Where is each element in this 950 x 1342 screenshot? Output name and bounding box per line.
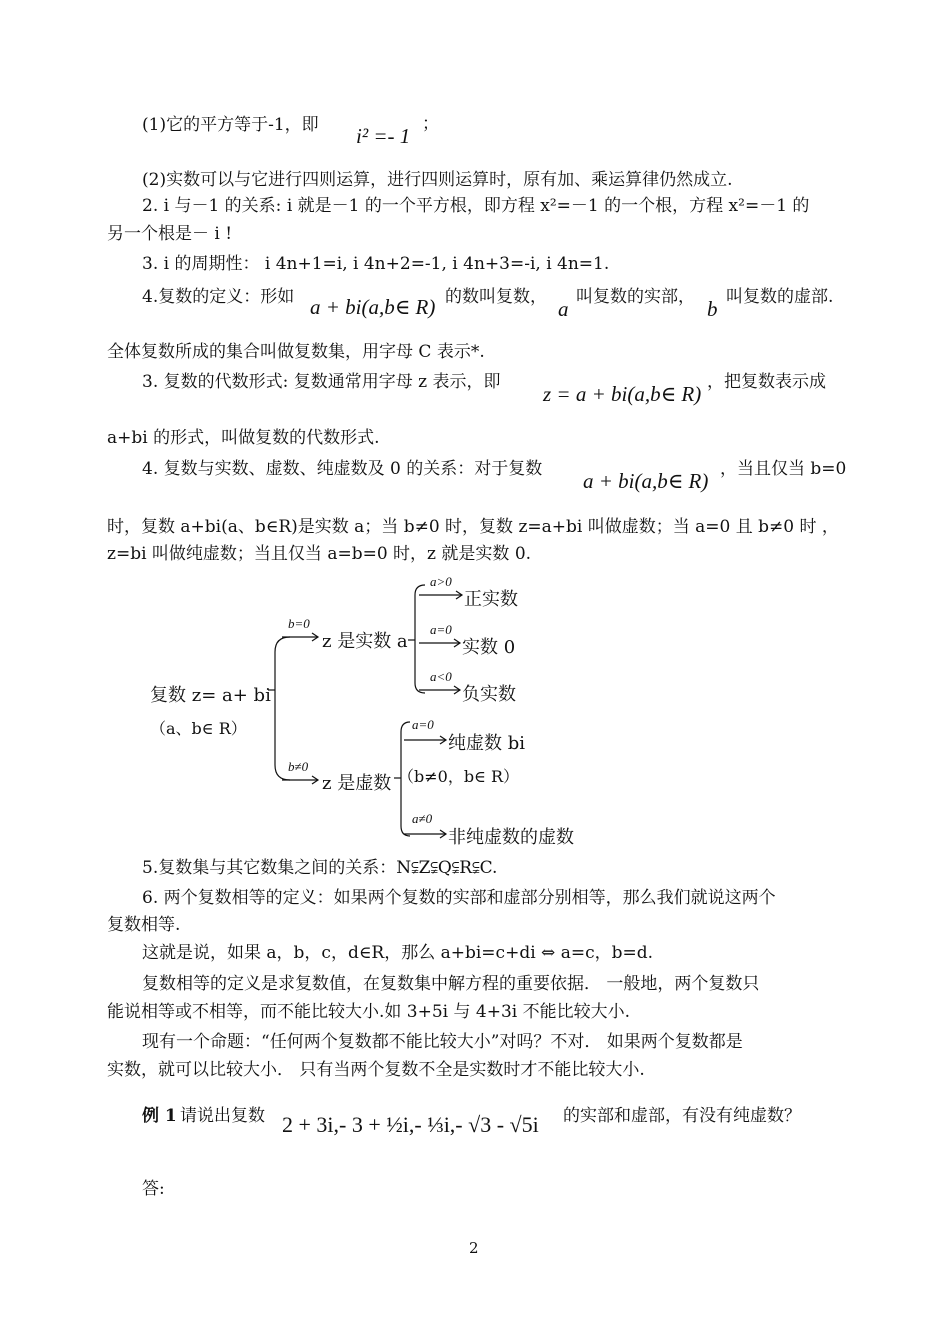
punct: ；: [422, 114, 439, 134]
tree-pure: 纯虚数 bi: [448, 733, 526, 754]
tree-positive: 正实数: [464, 589, 518, 610]
line-3: 2. i 与－1 的关系: i 就是－1 的一个平方根，即方程 x²=－1 的一个根，方程 x²=－1 的: [142, 196, 810, 216]
line-17: 复数相等的定义是求复数值，在复数集中解方程的重要依据． 一般地，两个复数只: [142, 974, 760, 994]
line-6a: 4.复数的定义：形如: [142, 287, 295, 307]
line-13: 5.复数集与其它数集之间的关系：N⫋Z⫋Q⫋R⫋C.: [142, 858, 498, 878]
line-14: 6. 两个复数相等的定义：如果两个复数的实部和虚部分别相等，那么我们就说这两个: [142, 888, 776, 908]
line-6f: 叫复数的虚部.: [726, 287, 834, 307]
line-1: [142, 113, 319, 137]
cond-pure: a=0: [412, 717, 434, 732]
cond-imag: b≠0: [288, 759, 309, 774]
line-2: (2)实数可以与它进行四则运算，进行四则运算时，原有加、乘运算律仍然成立.: [142, 170, 733, 190]
answer-label: 答:: [142, 1179, 165, 1199]
line-6d: 叫复数的实部，: [576, 287, 695, 307]
line-15: 复数相等.: [107, 915, 181, 935]
line-18: 能说相等或不相等，而不能比较大小.如 3+5i 与 4+3i 不能比较大小.: [107, 1002, 631, 1022]
line-10b: ，当且仅当 b=0: [720, 459, 847, 479]
tree-nonpure: 非纯虚数的虚数: [448, 827, 574, 848]
line-12: z=bi 叫做纯虚数；当且仅当 a=b=0 时，z 就是实数 0.: [107, 544, 532, 564]
tree-negative: 负实数: [462, 684, 516, 705]
formula-complex-cond: a + bi(a,b∈ R): [583, 469, 709, 493]
example-text-a: 请说出复数: [180, 1106, 265, 1126]
line-10a: 4. 复数与实数、虚数、纯虚数及 0 的关系：对于复数: [142, 459, 543, 479]
line-19: 现有一个命题：“任何两个复数都不能比较大小”对吗？不对． 如果两个复数都是: [142, 1032, 743, 1052]
line-9: a+bi 的形式，叫做复数的代数形式.: [107, 428, 380, 448]
tree-root: 复数 z= a+ bi: [150, 685, 271, 706]
text: (1)它的平方等于-1，即: [142, 115, 319, 135]
cond-nonpure: a≠0: [412, 811, 433, 826]
formula-algebraic-form: z = a + bi(a,b∈ R): [543, 382, 702, 406]
var-b: b: [707, 297, 718, 321]
page-number: 2: [469, 1239, 479, 1257]
cond-pos: a>0: [430, 574, 452, 589]
line-5: 3. i 的周期性： i 4n+1=i, i 4n+2=-1, i 4n+3=-i, i 4n=1.: [142, 254, 610, 274]
tree-zero: 实数 0: [462, 637, 516, 658]
line-6b: 的数叫复数，: [445, 287, 547, 307]
line-20: 实数，就可以比较大小． 只有当两个复数不全是实数时才不能比较大小.: [107, 1060, 645, 1080]
cond-zero: a=0: [430, 622, 452, 637]
line-8b: ，把复数表示成: [707, 372, 826, 392]
example-label: 例 1: [142, 1106, 177, 1126]
line-16: 这就是说，如果 a，b，c，d∈R，那么 a+bi=c+di ⇔ a=c，b=d.: [142, 943, 654, 963]
formula-complex-def: a + bi(a,b∈ R): [310, 295, 436, 319]
tree-root-cond: （a、b∈ R）: [150, 719, 247, 738]
example-formula: 2 + 3i,- 3 + ½i,- ⅓i,- √3 - √5i: [282, 1112, 539, 1137]
line-8a: 3. 复数的代数形式: 复数通常用字母 z 表示，即: [142, 372, 501, 392]
example-text-b: 的实部和虚部，有没有纯虚数？: [563, 1106, 801, 1126]
line-11: 时，复数 a+bi(a、b∈R)是实数 a；当 b≠0 时，复数 z=a+bi 叫做虚数；当 a=0 且 b≠0 时 ，: [107, 517, 839, 537]
real-brace: [415, 585, 425, 693]
var-a: a: [558, 297, 569, 321]
cond-real: b=0: [288, 616, 310, 631]
line-7: 全体复数所成的集合叫做复数集，用字母 C 表示*.: [107, 342, 485, 362]
cond-neg: a<0: [430, 669, 452, 684]
tree-imag: z 是虚数: [322, 773, 392, 794]
tree-imag-cond: （b≠0，b∈ R）: [398, 767, 520, 786]
tree-real: z 是实数 a: [322, 631, 408, 652]
line-4: 另一个根是－ i !: [107, 224, 233, 244]
formula-i-squared: i² =- 1: [356, 124, 411, 148]
